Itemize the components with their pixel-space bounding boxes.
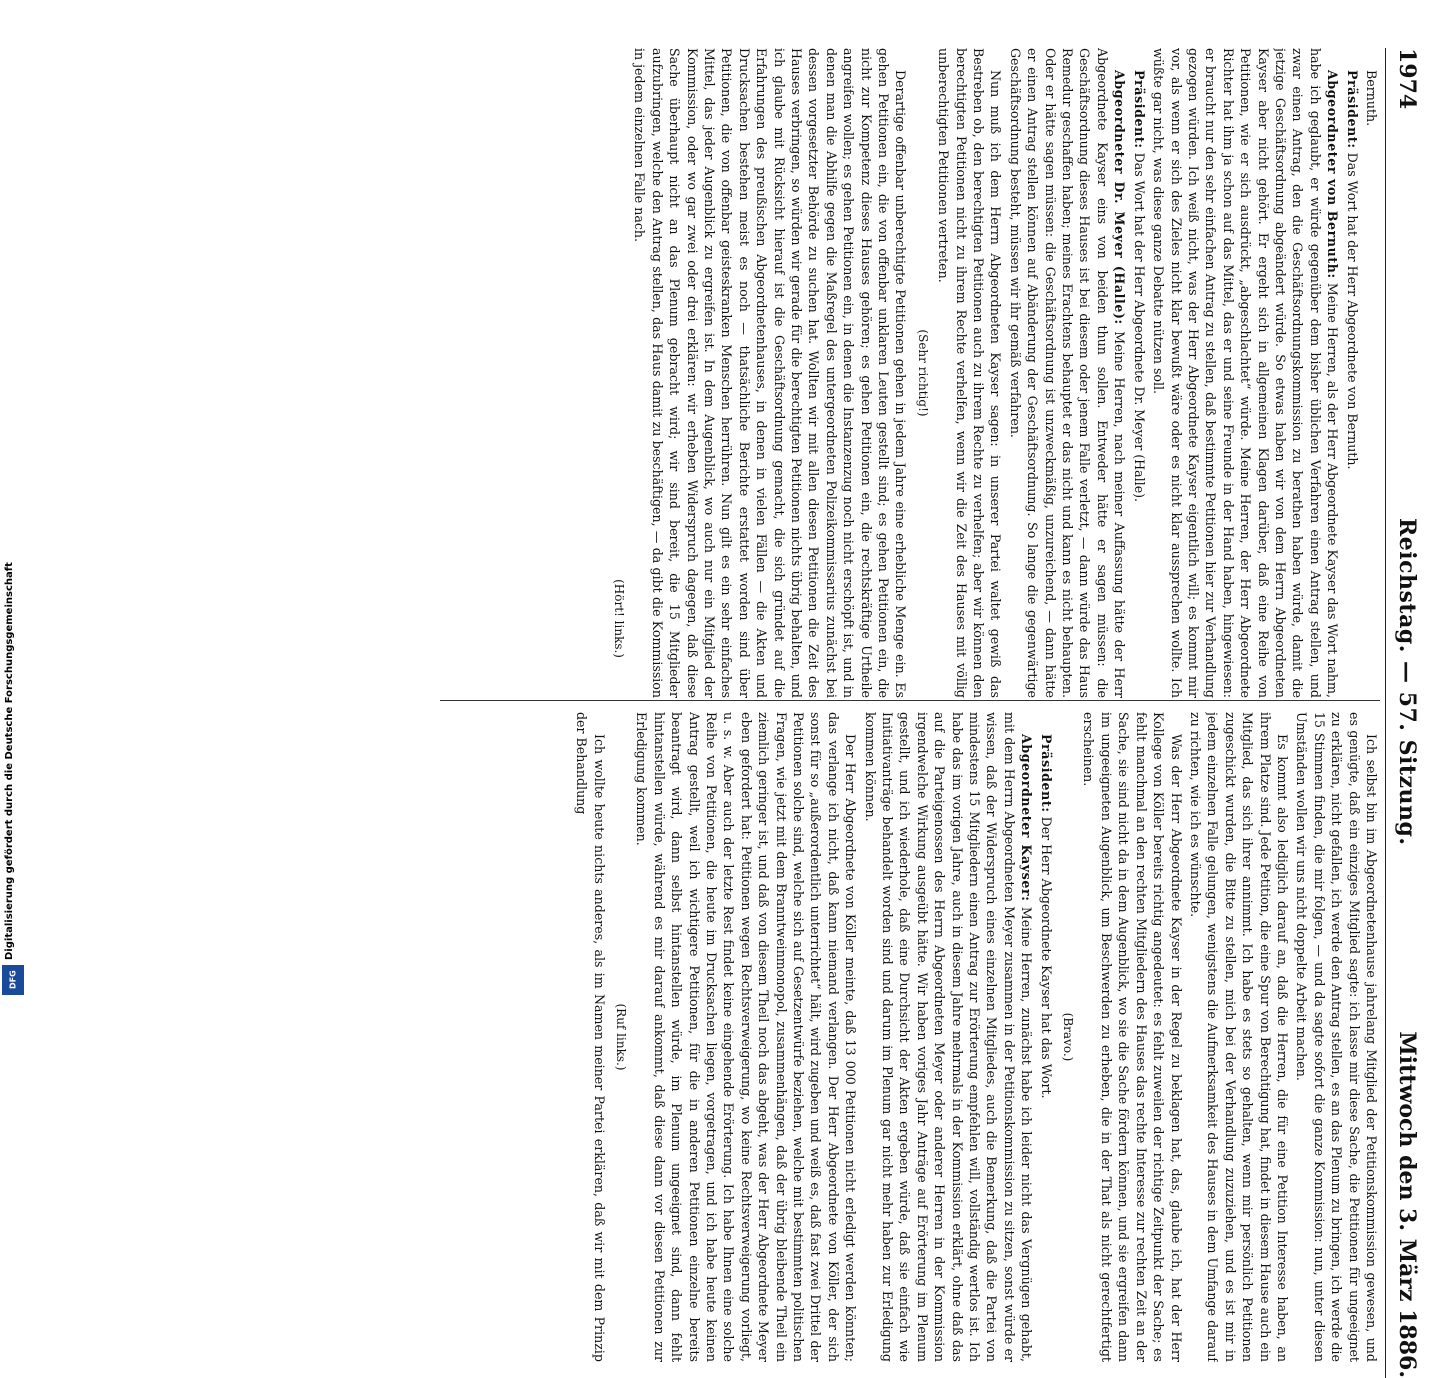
paragraph-text: Meine Herren, nach meiner Auffassung hätte der Herr Abgeordnete Kayser eins von beiden thun sollen. Entweder hätte er sagen müssen: die Geschäftsordnung dieses Hauses ist bei diesem oder jenem Falle verletzt, — dann würde das Haus Remedur geschaffen haben; meines Erachtens behauptet er das nicht und kann es nicht behaupten. Oder er hätte sagen müssen: die Geschäftsordnung ist unzweckmäßig, unzureichend, — dann hätte er einen Antrag stellen können auf Abänderung der Geschäftsordnung. So lange die gegenwärtige Geschäftsordnung besteht, müssen wir ihr gemäß verfahren. <box>1007 48 1128 698</box>
speaker-name: Präsident: <box>1131 70 1147 149</box>
paragraph-text: Nun muß ich dem Herrn Abgeordneten Kayser sagen: in unserer Partei waltet gewiß das Bestreben ob, den berechtigten Petitionen auch zu ihrem Rechte zu verhelfen; aber wir können den berechtigten Petitionen nicht zu ihrem Rechte verhelfen, wenn wir die Zeit des Hauses mit völlig unberechtigten Petitionen vertreten. <box>936 48 1004 698</box>
digitization-credit: Digitalisierung gefördert durch die Deutsche Forschungsgemeinschaft <box>4 562 15 960</box>
interjection-note: (Ruf links.) <box>613 1003 628 1071</box>
paragraph-text: Der Herr Abgeordnete Kayser hat das Wort. <box>1038 816 1054 1099</box>
paragraph <box>1187 712 1291 1362</box>
paragraph-text: Das Wort hat der Herr Abgeordnete Dr. Meyer (Halle). <box>1131 152 1147 503</box>
speaker-name: Präsident: <box>1038 734 1054 813</box>
interjection-note: (Bravo.) <box>1061 1012 1076 1062</box>
right-text-column <box>440 712 1380 1362</box>
paragraph-text: Bernuth. <box>1364 70 1379 127</box>
paragraph <box>935 48 1005 698</box>
paragraph-text: Derartige offenbar unberechtigte Petitionen gehen in jedem Jahre eine erhebliche Menge ein. Es gehen Petitionen ein, die von offenbar unklaren Leuten gestellt sind; es gehen Petitionen ein, die nicht zur Kompetenz dieses Hauses gehören; es gehen Petitionen ein, die rechtskräftige Urtheile angreifen wollen; es gehen Petitionen ein, in denen die Instanzenzug noch nicht erschöpft ist, und in denen man die Abhilfe gegen die Maßregel des untergeordneten Polizeikommissarius zunächst bei dessen vorgesetzter Behörde zu suchen hat. Wollten wir mit allen diesen Petitionen die Zeit des Hauses verbringen, so würden wir gerade für die berechtigten Petitionen nichts übrig behalten, und ich glaube mit Rücksicht hierauf ist die Geschäftsordnung gemacht, die sich gründet auf die Erfahrungen des preußischen Abgeordnetenhauses, in denen in vielen Fällen — die Akten und Drucksachen bestehen meist es noch — thatsächliche Berichte erstattet worden sind über Petitionen, die von offenbar geisteskranken Menschen herrühren. Nun gilt es ein sehr einfaches Mittel, das jeder Augenblick zu ergreifen ist. In dem Augenblick, wo auch nur ein Mitglied der Kommission, oder wo gar zwei oder drei erklären: wir erheben Widerspruch dagegen, daß diese Sache überhaupt nicht an das Plenum gebracht wird; wir sind bereit, die 15 Mitglieder aufzubringen, welche den Antrag stellen, das Haus damit zu beschäftigen, — da gibt die Kommission in jedem einzelnen Falle nach. <box>632 48 909 698</box>
paragraph <box>1006 48 1128 698</box>
interjection-note: (Hört! links.) <box>611 579 626 658</box>
paragraph-text: Das Wort hat der Herr Abgeordnete von Bernuth. <box>1344 152 1360 470</box>
paragraph <box>1130 48 1147 698</box>
paragraph <box>861 712 1035 1362</box>
paragraph <box>1080 712 1184 1362</box>
paragraph <box>573 712 608 1362</box>
session-date: Mittwoch den 3. März 1886. <box>1394 1031 1420 1378</box>
interjection-note: (Sehr richtig!) <box>915 329 930 417</box>
speaker-name: Abgeordneter von Bernuth: <box>1325 70 1341 279</box>
paragraph-text: Es kommt also lediglich darauf an, daß die Herren, die für eine Petition Interesse haben, an ihrem Platze sind. Jede Petition, die eine Spur von Berechtigung hat, findet in diesem Hause auch ein Mitglied, das sich ihrer annimmt. Ich habe es stets so gehalten, wenn mir persönlich Petitionen zugeschickt wurden, die Bitte zu stellen, mich bei der Verhandlung zuzuziehen, und es ist mir in jedem einzelnen Falle gelungen, wenigstens die Aufmerksamkeit des Hauses in dem Umfange darauf zu richten, wie ich es wünschte. <box>1187 712 1290 1362</box>
page-header <box>1385 48 1420 1378</box>
paragraph-text: Meine Herren, als der Herr Abgeordnete Kayser das Wort nahm, habe ich geglaubt, er würde gegenüber dem bisher üblichen Verfahren einen Antrag stellen, und zwar einen Antrag, den die Geschäftsordnungskommission zu berathen haben würde, damit die jetzige Geschäftsordnung abgeändert würde. So etwas haben wir von dem Herrn Abgeordneten Kayser aber nicht gehört. Er ergeht sich in allgemeinen Klagen darüber, daß eine Reihe von Petitionen, wie er sich ausdrückt, „abgeschlachtet“ würde. Meine Herren, der Herr Abgeordnete Richter hat ihm ja schon auf das Mittel, das er und seine Freunde in der Hand haben, hingewiesen: er braucht nur den sehr einfachen Antrag zu stellen, daß bestimmte Petitionen hier zur Verhandlung gezogen würden. Ich weiß nicht, was der Herr Abgeordnete Kayser eigentlich will; es kommt mir vor, als wenn er sich des Zieles nicht klar bewußt wäre oder es nicht klar aussprechen wollte. Ich wüßte gar nicht, was diese ganze Debatte nützen soll. <box>1151 48 1341 698</box>
paragraph-text: Ich wollte heute nichts anderes, als im Namen meiner Partei erklären, daß wir mit dem Prinzip der Behandlung <box>574 712 607 1362</box>
paragraph <box>1363 48 1380 698</box>
session-title: Reichstag. — 57. Sitzung. <box>1394 518 1420 846</box>
paragraph-text: Meine Herren, zunächst habe ich leider nicht das Vergnügen gehabt, mit dem Herrn Abgeordneten Meyer zusammen in der Petitionskommission zu sitzen, sonst würde er wissen, daß der Widerspruch eines einzelnen Mitgliedes, auch die Bemerkung, daß die Partei von mindestens 15 Mitgliedern einen Antrag zur Erörterung empfehlen will, vollständig wertlos ist. Ich habe das im vorigen Jahre, auch in diesem Jahre mehrmals in der Kommission erklärt, ohne daß das auf die Parteigenossen des Herrn Abgeordneten Meyer oder anderer Herren in der Kommission irgendwelche Wirkung ausgeübt hätte. Wir haben voriges Jahr Anträge auf Erörterung im Plenum gestellt, und ich wiederhole, daß eine Durchsicht der Akten ergeben würde, daß sie einfach wie Initiativanträge behandelt worden sind und darum im Plenum gar nicht mehr haben zur Erledigung kommen können. <box>862 712 1035 1362</box>
paragraph <box>1150 48 1341 698</box>
left-text-column <box>440 48 1380 698</box>
paragraph-text: Was der Herr Abgeordnete Kayser in der Regel zu beklagen hat, das, glaube ich, hat der Herr Kollege von Köller bereits richtig angedeutet: es fehlt zuweilen der richtige Zeitpunkt der Sache; es fehlt manchmal an den rechten Mitgliedern des Hauses das rechte Interesse zur rechten Zeit an der Sache, sie sind nicht da in dem Augenblick, wo sie die Sache fördern können, und sie ergreifen dann im ungeeigneten Augenblick, um Beschwerden zu erheben, die in der That als nicht gerechtfertigt erscheinen. <box>1081 712 1184 1362</box>
paragraph <box>633 712 859 1362</box>
paragraph <box>1293 712 1380 1362</box>
paragraph <box>1037 712 1054 1362</box>
page-number: 1974 <box>1394 48 1420 110</box>
paragraph-text: Ich selbst bin im Abgeordnetenhause jahrelang Mitglied der Petitionskommission gewesen, und es genügte, daß ein einziges Mitglied sagte: ich lasse mir diese Sache, die Petitionen für ungeeignet zu erklären, nicht gefallen, ich werde den Antrag stellen, es an das Plenum zu bringen, ich werde die 15 Stimmen finden, die mir folgen, — und da sagte sofort die ganze Kommission: nun, unter diesen Umständen wollen wir uns nicht doppelte Arbeit machen. <box>1294 712 1379 1362</box>
paragraph <box>1343 48 1360 698</box>
paragraph-text: Der Herr Abgeordnete von Köller meinte, daß 13 000 Petitionen nicht erledigt werden könnten; das verlange ich nicht, daß kann niemand verlangen. Der Herr Abgeordnete von Köller, der sich sonst für so „außerordentlich unterrichtet“ hält, wird zugeben und weiß es, daß fast zwei Drittel der Petitionen solche sind, welche sich auf Gesetzentwürfe beziehen, welche mit bestimmten politischen Fragen, wie jetzt mit dem Branntweinmonopol, zusammenhängen, daß der übrig bleibende Theil ein ziemlich geringer ist, und daß von diesem Theil noch das abgeht, was der Herr Abgeordnete Meyer eben gefordert hat: Petitionen wegen Rechtsverweigerung, wo keine Rechtsverweigerung vorliegt, u. s. w. Aber auch der letzte Rest findet keine eingehende Erörterung. Ich habe Ihnen eine solche Reihe von Petitionen, die heute im Drucksachen liegen, vorgetragen, und ich habe heute keinen Antrag gestellt, weil ich wichtigere Petitionen, für die in anderen Petitionen einzelne bereits beantragt wird, dann selbst hintanstellen würde, im Plenum ungeeignet sind, dann fehlt hintanstellen würde, während es mir darauf ankommt, daß diese dann vor diesen Petitionen zur Erledigung kommen. <box>634 712 859 1362</box>
paragraph <box>631 48 910 698</box>
speaker-name: Abgeordneter Dr. Meyer (Halle): <box>1112 70 1128 325</box>
dfg-logo: DFG <box>2 965 24 995</box>
column-divider <box>440 700 1380 701</box>
speaker-name: Abgeordneter Kayser: <box>1019 734 1035 902</box>
speaker-name: Präsident: <box>1344 70 1360 149</box>
